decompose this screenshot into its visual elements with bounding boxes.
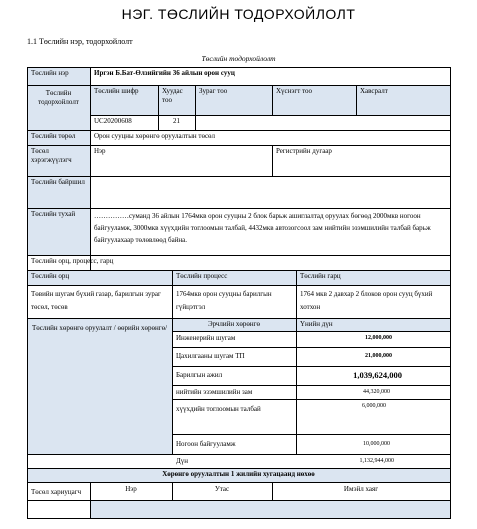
summary-value: ……………суманд 36 айлын 1764мкв орон сууцны 2 блок барьж ашиглалтад оруулах бөгөөд 2000мкв ногоон байгууламж, 3000мкв хүүхдийн тоглоомын талбай, 4432мкв автозогсоол зам нийтийн эзэмшилийн талбай барьж байгуулахаар төлөвлөөд байна.	[94, 212, 431, 244]
footer-empty-row	[91, 501, 450, 518]
investment-item-value: 6,000,000	[362, 403, 386, 409]
ipo-header-input: Төслийн орц	[31, 272, 70, 280]
investment-item-name: Цахилгааны шугам ТП	[176, 352, 245, 360]
summary-label: Төслийн тухай	[31, 210, 76, 218]
footer-heading: Хөрөнгө оруулалтын 1 жилийн хугацаанд нөхөө	[162, 470, 315, 478]
name-label: Төслийн нэр	[31, 69, 69, 77]
code-col-cipher: Төслийн шифр	[94, 87, 139, 95]
type-label: Төслийн төрөл	[31, 132, 76, 140]
location-label: Төслийн байршил	[31, 178, 85, 186]
name-value: Иргэн Б.Бат-Өлзийгийн 36 айлын орон сууц	[94, 69, 235, 77]
code-col-drawings: Зураг тоо	[199, 87, 228, 95]
ipo-header-process: Төслийн процесс	[176, 272, 228, 280]
owner-name-label: Нэр	[94, 147, 106, 155]
investment-total-value: 1,132,944,000	[359, 458, 394, 464]
owner-register-label: Регистрийн дугаар	[276, 147, 332, 155]
investment-item-name: Барилгын ажил	[176, 371, 223, 379]
ipo-header-output: Төслийн гарц	[300, 272, 341, 280]
footer-responsible-label: Төсөл хариуцагч	[31, 488, 82, 496]
investment-total-label: Дүн	[176, 457, 189, 465]
code-value-pages: 21	[173, 117, 180, 125]
owner-label: Төсөл хэрэгжүүлэгч	[31, 147, 72, 164]
table-caption: Төслийн тодорхойлолт	[201, 54, 276, 63]
code-col-tables: Хүснэгт тоо	[276, 87, 313, 95]
investment-item-name: нийтийн эзэмшилийн зам	[176, 388, 253, 396]
code-label: Төслийн тодорхойлолт	[38, 89, 79, 106]
location-value	[90, 176, 450, 208]
investment-head-item: Эрчлийн хөрөнгө	[207, 320, 261, 328]
code-col-pages: Хуудас тоо	[162, 87, 183, 104]
ipo-label: Төслийн орц, процесс, гарц	[31, 257, 114, 265]
footer-col-phone: Утас	[214, 485, 230, 493]
code-value-cipher: UC20200608	[94, 117, 132, 125]
investment-item-name: Инженерийн шугам	[176, 334, 236, 342]
section-heading: 1.1 Төслийн нэр, тодорхойлолт	[27, 37, 133, 46]
investment-item-value: 44,320,000	[363, 389, 390, 395]
page-title: НЭГ. ТӨСЛИЙН ТОДОРХОЙЛОЛТ	[121, 6, 356, 22]
ipo-value-process: 1764мкв орон сууцны барилгын гүйцэтгэл	[176, 290, 272, 311]
code-col-attachments: Хавсралт	[360, 87, 388, 95]
investment-head-value: Үнийн дүн	[300, 320, 333, 328]
investment-item-name: хүүхдийн тоглоомын талбай	[176, 405, 261, 413]
footer-col-name: Нэр	[125, 485, 137, 493]
investment-item-value: 12,000,000	[365, 335, 392, 341]
ipo-value-input: Төвийн шугам бүхий газар, барилгын зураг төсөл, төсөв	[31, 290, 161, 311]
investment-item-name: Ногоон байгууламж	[176, 440, 236, 448]
investment-item-value: 1,039,624,000	[353, 370, 402, 380]
type-value: Орон сууцны хөрөнгө оруулалтын төсөл	[94, 132, 216, 140]
investment-item-value: 21,000,000	[365, 353, 392, 359]
investment-label: Төслийн хөрөнгө оруулалт / өөрийн хөрөнгө/	[31, 324, 168, 332]
ipo-value-output: 1764 мкв 2 давхар 2 блоков орон сууц бүхий хотхон	[300, 290, 433, 311]
investment-item-value: 10,000,000	[363, 441, 390, 447]
footer-col-email: Имэйл хаяг	[343, 485, 379, 493]
